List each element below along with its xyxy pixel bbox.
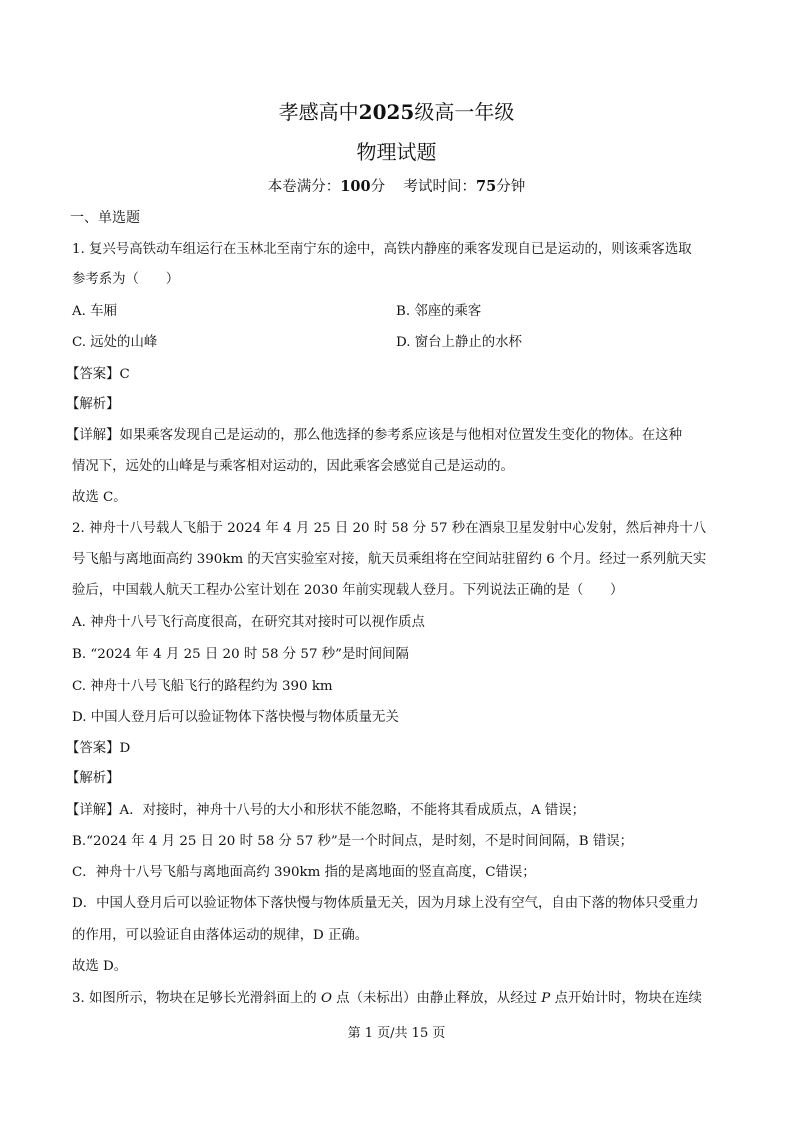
title-prefix: 孝感高中: [278, 100, 359, 124]
title-suffix: 级高一年级: [414, 100, 515, 124]
score-label: 本卷满分：: [267, 179, 341, 195]
q3-text-a: 3. 如图所示，物块在足够长光滑斜面上的: [72, 991, 321, 1006]
q2-stem-line1: 2. 神舟十八号载人飞船于 2024 年 4 月 25 日 20 时 58 分 57 秒在酒泉卫星发射中心发射，然后神舟十八: [72, 521, 707, 536]
q2-stem-line3: 验后，中国载人航天工程办公室计划在 2030 年前实现载人登月。下列说法正确的是（ ）: [72, 583, 624, 598]
q2-option-b: B. “2024 年 4 月 25 日 20 时 58 分 57 秒”是时间间隔: [72, 647, 409, 662]
q1-option-d: D. 窗台上静止的水杯: [396, 335, 522, 350]
q2-detail-line5: 的作用，可以验证自由落体运动的规律，D 正确。: [72, 928, 369, 943]
exam-subtitle: 物理试题: [356, 140, 437, 164]
q2-detail-line3: C．神舟十八号飞船与离地面高约 390km 指的是离地面的竖直高度，C错误；: [72, 865, 536, 880]
score-unit: 分: [370, 179, 386, 195]
q1-detail-line1: 【详解】如果乘客发现自己是运动的，那么他选择的参考系应该是与他相对位置发生变化的物体。在这种: [66, 428, 682, 443]
q1-option-a: A. 车厢: [72, 304, 117, 319]
q1-answer: 【答案】C: [66, 367, 130, 382]
time-value: 75: [476, 178, 497, 195]
time-unit: 分钟: [496, 179, 526, 195]
q2-option-d: D. 中国人登月后可以验证物体下落快慢与物体质量无关: [72, 710, 399, 725]
time-label: 考试时间：: [403, 179, 477, 195]
q3-point-p: P: [541, 991, 551, 1006]
q2-option-c: C. 神舟十八号飞船飞行的路程约为 390 km: [72, 679, 333, 694]
q2-detail-line4: D．中国人登月后可以验证物体下落快慢与物体质量无关，因为月球上没有空气，自由下落的物体只受重力: [72, 896, 699, 911]
q2-stem-line2: 号飞船与离地面高约 390km 的天宫实验室对接，航天员乘组将在空间站驻留约 6 个月。经过一系列航天实: [72, 552, 707, 567]
score-value: 100: [340, 178, 371, 195]
q2-option-a: A. 神舟十八号飞行高度很高，在研究其对接时可以视作质点: [72, 615, 425, 630]
q2-detail-line2: B.“2024 年 4 月 25 日 20 时 58 分 57 秒”是一个时间点，是时刻，不是时间间隔，B 错误；: [72, 834, 634, 849]
q1-option-c: C. 远处的山峰: [72, 335, 158, 350]
exam-title: [0, 98, 793, 126]
q1-stem-line2: 参考系为（ ）: [72, 272, 180, 287]
q1-option-b: B. 邻座的乘客: [396, 304, 482, 319]
section-title: 一、单选题: [70, 210, 140, 226]
q2-analysis-label: 【解析】: [66, 771, 120, 786]
exam-meta: [0, 176, 793, 198]
q2-answer: 【答案】D: [66, 741, 131, 756]
q2-conclusion: 故选 D。: [72, 959, 128, 974]
q3-point-o: O: [320, 991, 332, 1006]
q1-conclusion: 故选 C。: [72, 490, 127, 505]
title-year: 2025: [358, 100, 415, 124]
q2-detail-line1: 【详解】A．对接时，神舟十八号的大小和形状不能忽略，不能将其看成质点，A 错误；: [66, 803, 586, 818]
q1-stem-line1: 1. 复兴号高铁动车组运行在玉林北至南宁东的途中，高铁内静座的乘客发现自已是运动的，则该乘客选取: [72, 242, 692, 257]
page-footer: 第 1 页/共 15 页: [347, 1026, 446, 1041]
q3-stem-line1: [72, 989, 722, 1009]
q1-detail-line2: 情况下，远处的山峰是与乘客相对运动的，因此乘客会感觉自己是运动的。: [72, 459, 514, 474]
q3-text-b: 点（未标出）由静止释放，从经过: [331, 991, 542, 1006]
q3-text-c: 点开始计时，物块在连续: [550, 991, 702, 1006]
q1-analysis-label: 【解析】: [66, 397, 120, 412]
